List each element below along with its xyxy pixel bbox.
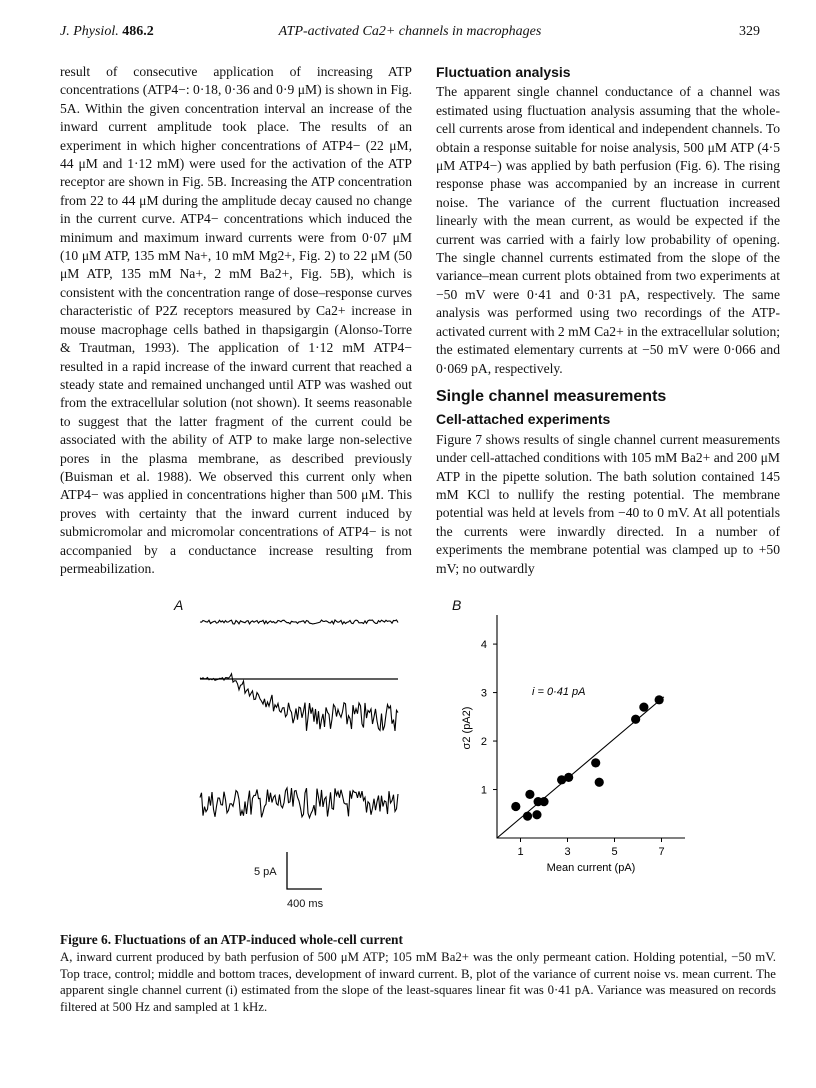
y-ticks <box>481 639 497 796</box>
control-trace <box>200 620 398 624</box>
x-ticks <box>517 838 664 858</box>
scale-current-label: 5 pA <box>254 866 277 878</box>
data-point <box>539 797 548 806</box>
panel-a-traces <box>200 620 398 889</box>
data-point <box>655 695 664 704</box>
scale-time-label: 400 ms <box>287 898 324 910</box>
page-number: 329 <box>739 24 760 39</box>
noise-trace <box>200 788 398 818</box>
fluctuation-heading: Fluctuation analysis <box>436 64 571 80</box>
data-point <box>564 773 573 782</box>
data-point <box>532 810 541 819</box>
data-point <box>523 812 532 821</box>
y-axis-label: σ2 (pA2) <box>461 706 473 750</box>
variance-mean-chart <box>461 615 685 874</box>
x-axis-label: Mean current (pA) <box>546 862 636 874</box>
inward-current-trace <box>200 674 398 731</box>
y-tick-label: 1 <box>480 784 487 797</box>
data-point <box>631 715 640 724</box>
cell-attached-heading: Cell-attached experiments <box>436 411 611 428</box>
caption-title: Figure 6. Fluctuations of an ATP-induced whole-cell current <box>60 932 403 947</box>
scale-bar <box>287 852 322 889</box>
x-tick-label: 7 <box>658 846 665 858</box>
fluctuation-paragraph: The apparent single channel conductance of a channel was estimated using fluctuation analysis assuming that the whole-cell currents arose from identical and independent channels. To obtain a response suitable for noise analysis, 500 μM ATP (4·5 μM ATP4−) was applied by bath perfusion (Fig. 6). The rising response phase was accompanied by an increase in current noise. The variance of the current fluctuation increased linearly with the mean current, as would be expected if the current was carried with a fairly low probability of opening. The single channel currents estimated from the slope of the variance–mean current plots obtained from two experiments at −50 mV were 0·41 and 0·31 pA, respectively. The same analysis was performed using two recordings of the ATP-activated current with 2 mM Ca2+ in the extracellular solution; the estimated elementary currents at −50 mV were 0·066 and 0·069 pA, respectively. <box>436 84 781 376</box>
data-point <box>595 778 604 787</box>
journal-volume: 486.2 <box>122 24 154 39</box>
y-tick-label: 2 <box>480 736 487 749</box>
x-tick-label: 1 <box>517 846 524 858</box>
caption-body: A, inward current produced by bath perfusion of 500 μM ATP; 105 mM Ba2+ was the only permeant cation. Holding potential, −50 mV. Top trace, control; middle and bottom traces, development of inward current. B, plot of the variance of current noise vs. mean current. The apparent single channel current (i) estimated from the slope of the least-squares linear fit was 0·41 pA. Variance was measured on records filtered at 500 Hz and sampled at 1 kHz. <box>60 949 776 1015</box>
y-tick-label: 3 <box>480 687 487 700</box>
chart-axes <box>497 615 685 838</box>
slope-annotation: i = 0·41 pA <box>532 686 586 698</box>
running-title: ATP-activated Ca2+ channels in macrophages <box>278 24 542 39</box>
data-points <box>511 695 664 821</box>
panel-a-label: A <box>174 597 184 613</box>
data-point <box>511 802 520 811</box>
single-channel-heading: Single channel measurements <box>436 387 667 405</box>
data-point <box>525 790 534 799</box>
data-point <box>591 758 600 767</box>
x-tick-label: 5 <box>611 846 618 858</box>
figure-caption <box>60 932 776 1016</box>
y-tick-label: 4 <box>480 639 487 652</box>
x-tick-label: 3 <box>564 846 571 858</box>
panel-b-label: B <box>452 597 462 613</box>
cell-attached-paragraph: Figure 7 shows results of single channel current measurements under cell-attached conditions with 105 mM Ba2+ and 200 μM ATP in the pipette solution. The bath solution contained 145 mM KCl to nullify the resting potential. The membrane potential was held at levels from −40 to 0 mV. At all potentials the currents were inwardly directed. In a number of experiments the membrane potential was clamped up to +50 mV; no outwardly <box>436 431 780 576</box>
left-paragraph: result of consecutive application of increasing ATP concentrations (ATP4−: 0·18, 0·36 and 0·9 μM) is shown in Fig. 5A. Within the given concentration interval an increase of the inward current amplitude took place. The results of an experiment in which higher concentrations of ATP4− (22 μM, 44 μM and 1·12 mM) were used for the activation of the ATP receptor are shown in Fig. 5B. Increasing the ATP concentration from 22 to 44 μM during the amplitude decay caused no change in the current curve. ATP4− concentrations which induced the minimum and maximum inward currents were from 0·07 μM (10 μM ATP, 135 mM Na+, 10 mM Mg2+, Fig. 2) to 22 μM (50 μM ATP, 135 mM Na+, 2 mM Ba2+, Fig. 5B), which is consistent with the concentration range of dose–response curves characteristic of P2Z receptors measured by Ca2+ increase in mouse macrophage cells bathed in thapsigargin (Alonso-Torre & Trautman, 1993). The application of 1·12 mM ATP4− resulted in a rapid increase of the inward current that reached a steady state and remained unchanged until ATP was washed out from the extracellular solution (not shown). It seems reasonable to suggest that the latter fragment of the current could be associated with the ability of ATP to make large non-selective pores in the plasma membrane, as described previously (Buisman et al. 1988). We observed this current only when ATP4− was applied in concentrations higher than 500 μM. This proves with certainty that the inward current induced by submicromolar and micromolar concentrations of ATP4− is not accompanied by a conductance increase resulting from permeabilization. <box>60 64 412 576</box>
journal-name: J. Physiol. 486.2 <box>60 24 154 39</box>
data-point <box>639 703 648 712</box>
